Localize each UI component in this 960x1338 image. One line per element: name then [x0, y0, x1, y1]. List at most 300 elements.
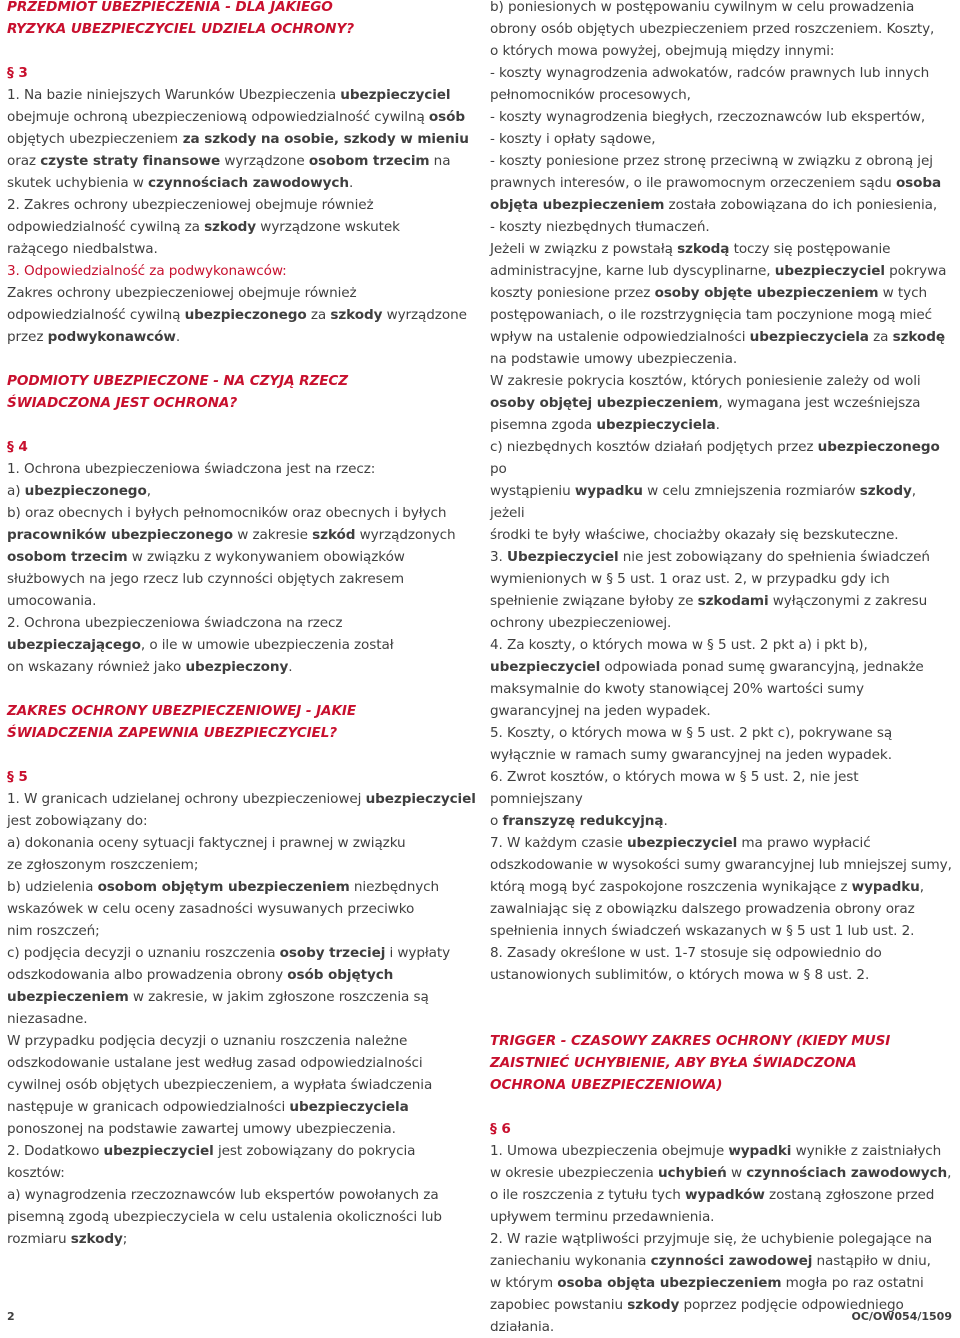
text-segment: 2. Ochrona ubezpieczeniowa świadczona na rzecz	[7, 615, 343, 631]
text-line	[490, 1206, 952, 1228]
text-segment: cywilnej osób objętych ubezpieczeniem, a wypłata świadczenia	[7, 1077, 433, 1093]
defined-term: szkody	[204, 219, 257, 235]
text-line	[490, 854, 952, 876]
text-line	[7, 458, 477, 480]
section-3-title: § 3	[7, 65, 28, 81]
paragraph-5-continued	[490, 0, 952, 986]
text-segment: służbowych na jego rzecz lub czynności objętych zakresem	[7, 571, 405, 587]
text-segment: ustanowionych sublimitów, o których mowa w § 8 ust. 2.	[490, 967, 870, 983]
text-segment: , jeżeli	[490, 483, 917, 521]
text-segment: środki te były właściwe, chociażby okazały się bezskuteczne.	[490, 527, 899, 543]
text-line	[490, 546, 952, 568]
text-line	[490, 128, 952, 150]
text-segment: b) udzielenia	[7, 879, 98, 895]
text-segment: 8. Zasady określone w ust. 1-7 stosuje się odpowiednio do	[490, 945, 882, 961]
defined-term: za szkody na osobie, szkody w mieniu	[178, 131, 469, 147]
text-segment: wyłącznie w ramach sumy gwarancyjnej na jeden wypadek.	[490, 747, 892, 763]
defined-term: ubezpieczonego	[24, 483, 147, 499]
text-line	[490, 656, 952, 678]
text-line	[490, 876, 952, 898]
text-line	[490, 370, 952, 392]
text-line	[490, 700, 952, 722]
defined-term: czynności zawodowej	[650, 1253, 813, 1269]
text-segment: wskazówek w celu oceny zasadności wysuwanych przeciwko	[7, 901, 415, 917]
text-segment: maksymalnie do kwoty stanowiącej 20% wartości sumy	[490, 681, 864, 697]
defined-term: pracowników ubezpieczonego	[7, 527, 234, 543]
text-segment: wyrządzonych	[355, 527, 456, 543]
text-line	[7, 788, 477, 810]
text-segment: ze zgłoszonym roszczeniem;	[7, 857, 199, 873]
text-segment: rażącego niedbalstwa.	[7, 241, 158, 257]
text-line	[7, 986, 477, 1008]
text-line	[490, 326, 952, 348]
text-segment: niezbędnych	[349, 879, 440, 895]
text-segment: obrony osób objętych ubezpieczeniem przed roszczeniem. Koszty,	[490, 21, 935, 37]
text-segment: toczy się postępowanie	[729, 241, 891, 257]
text-segment: 4. Za koszty, o których mowa w § 5 ust. 2 pkt a) i pkt b),	[490, 637, 868, 653]
text-segment: przez	[7, 329, 48, 345]
defined-term: szkody	[70, 1231, 123, 1247]
text-line	[7, 150, 477, 172]
text-line	[490, 304, 952, 326]
text-line	[490, 1162, 952, 1184]
text-line	[7, 898, 477, 920]
defined-term: objęta ubezpieczeniem	[490, 197, 665, 213]
text-segment: umocowania.	[7, 593, 97, 609]
text-line	[7, 238, 477, 260]
text-segment: odpowiada ponad sumę gwarancyjną, jednakże	[600, 659, 924, 675]
section-5-title: § 5	[7, 769, 28, 785]
text-segment: b) poniesionych w postępowaniu cywilnym w celu prowadzenia	[490, 0, 915, 15]
text-segment: objętych ubezpieczeniem	[7, 131, 179, 147]
text-segment: za	[868, 329, 893, 345]
text-segment: 7. W każdym czasie	[490, 835, 627, 851]
text-line	[490, 18, 952, 40]
defined-term: osobom trzecim	[7, 549, 128, 565]
text-segment: spełnienia innych świadczeń wskazanych w § 5 ust 1 lub ust. 2.	[490, 923, 915, 939]
text-segment: 1. Ochrona ubezpieczeniowa świadczona jest na rzecz:	[7, 461, 376, 477]
defined-term: osób	[428, 109, 466, 125]
text-segment: upływem terminu przedawnienia.	[490, 1209, 715, 1225]
text-line	[7, 84, 477, 106]
text-segment: zawalniając się z obowiązku dalszego prowadzenia obrony oraz	[490, 901, 915, 917]
text-line	[490, 480, 952, 524]
section-4-title: § 4	[7, 439, 28, 455]
text-line	[490, 1272, 952, 1294]
text-segment: wynikłe z zaistniałych	[791, 1143, 942, 1159]
text-line	[7, 1140, 477, 1184]
paragraph-3-3	[7, 282, 477, 348]
defined-term: wypadku	[851, 879, 920, 895]
text-line	[490, 436, 952, 480]
text-segment: - koszty wynagrodzenia biegłych, rzeczoznawców lub ekspertów,	[490, 109, 926, 125]
text-segment: na	[429, 153, 451, 169]
text-line	[490, 1228, 952, 1250]
text-line	[7, 854, 477, 876]
text-segment: odszkodowanie ustalane jest według zasad odpowiedzialności	[7, 1055, 423, 1071]
text-segment: jest zobowiązany do pokrycia kosztów:	[7, 1143, 416, 1181]
text-segment: wyrządzone	[220, 153, 309, 169]
defined-term: ubezpieczyciel	[365, 791, 476, 807]
text-segment: 6. Zwrot kosztów, o których mowa w § 5 ust. 2, nie jest pomniejszany	[490, 769, 859, 807]
text-line	[7, 18, 477, 40]
text-segment: ŚWIADCZONA JEST OCHRONA?	[7, 395, 238, 411]
text-segment: a) dokonania oceny sytuacji faktycznej i prawnej w związku	[7, 835, 406, 851]
text-segment: Zakres ochrony ubezpieczeniowej obejmuje również	[7, 285, 357, 301]
text-line	[7, 810, 477, 832]
text-line	[490, 1184, 952, 1206]
defined-term: ubezpieczyciel	[103, 1143, 214, 1159]
text-line	[490, 898, 952, 920]
heading-zakres	[7, 700, 477, 744]
text-line	[7, 568, 477, 590]
defined-term: ubezpieczonego	[817, 439, 940, 455]
text-segment: W przypadku podjęcia decyzji o uznaniu roszczenia należne	[7, 1033, 408, 1049]
text-segment: a)	[7, 483, 25, 499]
text-segment: działania.	[490, 1319, 555, 1335]
text-segment: c) podjęcia decyzji o uznaniu roszczenia	[7, 945, 280, 961]
defined-term: wypadki	[728, 1143, 792, 1159]
text-line	[7, 194, 477, 216]
text-line	[7, 370, 477, 392]
text-segment: rozmiaru	[7, 1231, 71, 1247]
text-segment: w celu zmniejszenia rozmiarów	[642, 483, 860, 499]
text-line	[7, 1052, 477, 1074]
text-segment: o ile roszczenia z tytułu tych	[490, 1187, 685, 1203]
left-column	[7, 0, 477, 1250]
text-line	[7, 634, 477, 656]
text-segment: pełnomocników procesowych,	[490, 87, 691, 103]
text-segment: spełnienie związane byłoby ze	[490, 593, 698, 609]
text-segment: odpowiedzialność cywilną	[7, 307, 185, 323]
text-segment: 1. Na bazie niniejszych Warunków Ubezpieczenia	[7, 87, 341, 103]
section-6-title: § 6	[490, 1121, 511, 1137]
paragraph-6	[490, 1140, 952, 1338]
text-line	[7, 304, 477, 326]
text-line	[490, 590, 952, 612]
text-line	[7, 612, 477, 634]
text-line	[7, 502, 477, 524]
defined-term: osoba objęta ubezpieczeniem	[557, 1275, 782, 1291]
paragraph-5	[7, 788, 477, 1250]
text-segment: ,	[947, 1165, 952, 1181]
text-segment: mogła po raz ostatni	[781, 1275, 924, 1291]
text-segment: 2. Dodatkowo	[7, 1143, 104, 1159]
text-segment: RYZYKA UBEZPIECZYCIEL UDZIELA OCHRONY?	[7, 21, 354, 37]
text-segment: nim roszczeń;	[7, 923, 100, 939]
text-segment: odszkodowania albo prowadzenia obrony	[7, 967, 288, 983]
paragraph-3-3-title: 3. Odpowiedzialność za podwykonawców:	[7, 263, 287, 279]
text-segment: TRIGGER - CZASOWY ZAKRES OCHRONY (KIEDY MUSI	[490, 1033, 891, 1049]
text-line	[7, 1184, 477, 1206]
text-line	[7, 128, 477, 150]
text-line	[7, 0, 477, 18]
text-line	[7, 1228, 477, 1250]
defined-term: szkody	[859, 483, 912, 499]
text-segment: administracyjne, karne lub dyscyplinarne,	[490, 263, 775, 279]
text-segment: - koszty wynagrodzenia adwokatów, radców prawnych lub innych	[490, 65, 930, 81]
text-segment: 2. Zakres ochrony ubezpieczeniowej obejmuje również	[7, 197, 374, 213]
text-segment: wystąpieniu	[490, 483, 575, 499]
defined-term: osoby objętej ubezpieczeniem	[490, 395, 719, 411]
text-line	[7, 1008, 477, 1030]
text-segment: za	[306, 307, 331, 323]
text-line	[7, 546, 477, 568]
text-segment: PODMIOTY UBEZPIECZONE - NA CZYJĄ RZECZ	[7, 373, 349, 389]
defined-term: ubezpieczonego	[184, 307, 307, 323]
text-line	[490, 106, 952, 128]
text-segment: koszty poniesione przez	[490, 285, 655, 301]
defined-term: osób objętych	[287, 967, 394, 983]
defined-term: uchybień	[657, 1165, 727, 1181]
text-segment: w którym	[490, 1275, 558, 1291]
text-line	[490, 260, 952, 282]
text-line	[7, 942, 477, 964]
text-line	[490, 348, 952, 370]
heading-podmioty	[7, 370, 477, 414]
text-line	[490, 964, 952, 986]
text-segment: postępowaniach, o ile rozstrzygnięcia tam poczynione mogą mieć	[490, 307, 932, 323]
text-segment: c) niezbędnych kosztów działań podjętych przez	[490, 439, 818, 455]
paragraph-3-2	[7, 194, 477, 260]
text-line	[7, 656, 477, 678]
text-segment: nastąpiło w dniu,	[812, 1253, 931, 1269]
text-line	[7, 392, 477, 414]
defined-term: ubezpieczyciel	[340, 87, 451, 103]
text-segment: o	[490, 813, 503, 829]
defined-term: ubezpieczyciela	[749, 329, 869, 345]
text-line	[490, 920, 952, 942]
defined-term: szkodą	[677, 241, 730, 257]
defined-term: ubezpieczyciela	[596, 417, 716, 433]
text-line	[7, 1074, 477, 1096]
text-line	[7, 326, 477, 348]
text-segment: wymienionych w § 5 ust. 1 oraz ust. 2, w przypadku gdy ich	[490, 571, 890, 587]
defined-term: ubezpieczyciel	[490, 659, 601, 675]
text-line	[490, 1140, 952, 1162]
text-segment: jest zobowiązany do:	[7, 813, 148, 829]
defined-term: szkody	[627, 1297, 680, 1313]
text-segment: w związku z wykonywaniem obowiązków	[127, 549, 405, 565]
text-segment: wyrządzone	[382, 307, 467, 323]
defined-term: szkód	[312, 527, 356, 543]
text-segment: a) wynagrodzenia rzeczoznawców lub ekspertów powołanych za	[7, 1187, 439, 1203]
text-segment: 1. Umowa ubezpieczenia obejmuje	[490, 1143, 729, 1159]
text-line	[7, 832, 477, 854]
text-segment: została zobowiązana do ich poniesienia,	[664, 197, 938, 213]
heading-przedmiot	[7, 0, 477, 40]
text-line	[490, 766, 952, 810]
text-line	[490, 392, 952, 414]
text-segment: ,	[919, 879, 924, 895]
text-segment: oraz	[7, 153, 41, 169]
defined-term: wypadków	[684, 1187, 765, 1203]
text-line	[490, 40, 952, 62]
defined-term: szkodami	[697, 593, 769, 609]
text-line	[7, 964, 477, 986]
defined-term: podwykonawców	[47, 329, 176, 345]
text-segment: PRZEDMIOT UBEZPIECZENIA - DLA JAKIEGO	[7, 0, 333, 15]
text-segment: , wymagana jest wcześniejsza	[718, 395, 921, 411]
text-line	[7, 282, 477, 304]
text-segment: w zakresie, w jakim zgłoszone roszczenia są	[128, 989, 429, 1005]
text-segment: którą mogą być zaspokojone roszczenia wynikające z	[490, 879, 852, 895]
defined-term: Ubezpieczyciel	[507, 549, 619, 565]
text-segment: ,	[146, 483, 151, 499]
defined-term: ubezpieczony	[185, 659, 289, 675]
text-line	[7, 216, 477, 238]
text-segment: zapobiec powstaniu	[490, 1297, 628, 1313]
text-line	[7, 1206, 477, 1228]
text-segment: ma prawo wypłacić	[737, 835, 871, 851]
paragraph-3-1	[7, 84, 477, 194]
defined-term: czynnościach zawodowych	[148, 175, 349, 191]
text-segment: wpływ na ustalenie odpowiedzialności	[490, 329, 750, 345]
defined-term: osobom objętym ubezpieczeniem	[97, 879, 350, 895]
page-number: 2	[7, 1310, 15, 1323]
text-segment: on wskazany również jako	[7, 659, 186, 675]
text-line	[490, 172, 952, 194]
text-segment: .	[348, 175, 354, 191]
text-segment: w okresie ubezpieczenia	[490, 1165, 658, 1181]
text-segment: następuje w granicach odpowiedzialności	[7, 1099, 290, 1115]
text-segment: OCHRONA UBEZPIECZENIOWA)	[490, 1077, 723, 1093]
text-line	[7, 920, 477, 942]
text-line	[7, 172, 477, 194]
text-segment: w zakresie	[233, 527, 313, 543]
heading-trigger	[490, 1030, 952, 1096]
text-segment: ;	[122, 1231, 128, 1247]
document-code: OC/OW054/1509	[851, 1310, 952, 1323]
text-segment: pisemną zgodą ubezpieczyciela w celu ustalenia okoliczności lub	[7, 1209, 442, 1225]
text-line	[490, 524, 952, 546]
defined-term: ubezpieczyciel	[774, 263, 885, 279]
text-line	[490, 612, 952, 634]
text-line	[490, 744, 952, 766]
text-segment: pisemna zgoda	[490, 417, 597, 433]
defined-term: ubezpieczającego	[7, 637, 141, 653]
text-segment: 1. W granicach udzielanej ochrony ubezpieczeniowej	[7, 791, 366, 807]
text-line	[490, 1052, 952, 1074]
defined-term: osobom trzecim	[308, 153, 430, 169]
text-line	[490, 0, 952, 18]
text-segment: W zakresie pokrycia kosztów, których poniesienie zależy od woli	[490, 373, 921, 389]
text-segment: prawnych interesów, o ile prawomocnym orzeczeniem sądu	[490, 175, 896, 191]
defined-term: czynnościach zawodowych	[746, 1165, 948, 1181]
text-line	[7, 1030, 477, 1052]
text-line	[490, 62, 952, 84]
defined-term: ubezpieczeniem	[7, 989, 129, 1005]
text-line	[490, 832, 952, 854]
text-line	[490, 238, 952, 260]
text-segment: zostaną zgłoszone przed	[764, 1187, 935, 1203]
text-line	[490, 1074, 952, 1096]
text-line	[7, 722, 477, 744]
text-segment: , o ile w umowie ubezpieczenia został	[140, 637, 394, 653]
text-line	[490, 84, 952, 106]
text-segment: .	[715, 417, 720, 433]
text-line	[7, 106, 477, 128]
text-line	[490, 634, 952, 656]
text-segment: gwarancyjnej na jeden wypadek.	[490, 703, 711, 719]
text-segment: - koszty i opłaty sądowe,	[490, 131, 656, 147]
defined-term: ubezpieczyciela	[289, 1099, 409, 1115]
text-line	[490, 678, 952, 700]
text-line	[7, 1118, 477, 1140]
defined-term: osoba	[895, 175, 942, 191]
text-segment: .	[175, 329, 181, 345]
text-segment: 2. W razie wątpliwości przyjmuje się, że uchybienie polegające na	[490, 1231, 933, 1247]
text-segment: .	[288, 659, 293, 675]
text-line	[7, 524, 477, 546]
text-line	[7, 1096, 477, 1118]
text-line	[490, 810, 952, 832]
text-line	[490, 722, 952, 744]
text-segment: i wypłaty	[385, 945, 451, 961]
text-line	[490, 568, 952, 590]
text-segment: w tych	[878, 285, 927, 301]
text-segment: po	[490, 461, 507, 477]
text-segment: na podstawie umowy ubezpieczenia.	[490, 351, 738, 367]
text-line	[490, 942, 952, 964]
text-segment: ochrony ubezpieczeniowej.	[490, 615, 672, 631]
text-segment: - koszty poniesione przez stronę przeciwną w związku z obroną jej	[490, 153, 933, 169]
paragraph-4	[7, 458, 477, 678]
text-segment: skutek uchybienia w	[7, 175, 149, 191]
text-segment: 5. Koszty, o których mowa w § 5 ust. 2 pkt c), pokrywane są	[490, 725, 893, 741]
defined-term: czyste straty finansowe	[40, 153, 221, 169]
defined-term: wypadku	[574, 483, 643, 499]
text-line	[7, 700, 477, 722]
text-segment: niezasadne.	[7, 1011, 88, 1027]
text-segment: ŚWIADCZENIA ZAPEWNIA UBEZPIECZYCIEL?	[7, 725, 338, 741]
text-line	[490, 282, 952, 304]
text-segment: w	[726, 1165, 747, 1181]
text-line	[490, 216, 952, 238]
defined-term: szkodę	[892, 329, 945, 345]
text-segment: ponoszonej na podstawie zawartej umowy ubezpieczenia.	[7, 1121, 396, 1137]
text-segment: pokrywa	[884, 263, 947, 279]
defined-term: osoby trzeciej	[279, 945, 386, 961]
text-line	[490, 194, 952, 216]
text-segment: Jeżeli w związku z powstałą	[490, 241, 678, 257]
text-line	[490, 1030, 952, 1052]
text-segment: wyłączonymi z zakresu	[768, 593, 928, 609]
text-segment: wyrządzone wskutek	[256, 219, 400, 235]
defined-term: ubezpieczyciel	[626, 835, 738, 851]
text-segment: o których mowa powyżej, obejmują między innymi:	[490, 43, 835, 59]
text-line	[490, 414, 952, 436]
text-segment: 3.	[490, 549, 507, 565]
text-line	[490, 150, 952, 172]
text-line	[7, 590, 477, 612]
right-column	[490, 0, 952, 1338]
text-segment: ZAISTNIEĆ UCHYBIENIE, ABY BYŁA ŚWIADCZONA	[490, 1055, 857, 1071]
text-segment: zaniechaniu wykonania	[490, 1253, 651, 1269]
text-line	[490, 1250, 952, 1272]
text-segment: ZAKRES OCHRONY UBEZPIECZENIOWEJ - JAKIE	[7, 703, 357, 719]
text-segment: - koszty niezbędnych tłumaczeń.	[490, 219, 710, 235]
text-segment: .	[663, 813, 668, 829]
defined-term: szkody	[330, 307, 383, 323]
defined-term: osoby objęte ubezpieczeniem	[654, 285, 879, 301]
text-segment: poprzez podjęcie odpowiedniego	[679, 1297, 904, 1313]
text-line	[7, 876, 477, 898]
text-segment: odpowiedzialność cywilną za	[7, 219, 205, 235]
text-line	[7, 480, 477, 502]
text-segment: odszkodowanie w wysokości sumy gwarancyjnej lub mniejszej sumy,	[490, 857, 952, 873]
text-segment: nie jest zobowiązany do spełnienia świadczeń	[618, 549, 930, 565]
